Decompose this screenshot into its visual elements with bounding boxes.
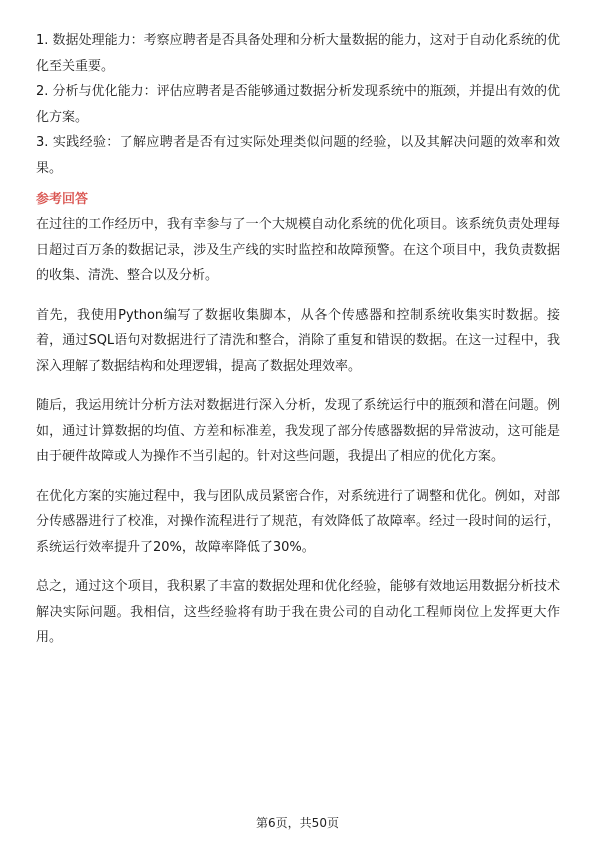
answer-paragraph-collection: 首先，我使用Python编写了数据收集脚本，从各个传感器和控制系统收集实时数据。接着，通过SQL语句对数据进行了清洗和整合，消除了重复和错误的数据。在这一过程中，我深入理解了数据结构和处理逻辑，提高了数据处理效率。 — [36, 307, 560, 374]
criterion-data-processing: 1. 数据处理能力：考察应聘者是否具备处理和分析大量数据的能力，这对于自动化系统的优化至关重要。 — [36, 33, 560, 74]
answer-paragraph-intro: 在过往的工作经历中，我有幸参与了一个大规模自动化系统的优化项目。该系统负责处理每日超过百万条的数据记录，涉及生产线的实时监控和故障预警。在这个项目中，我负责数据的收集、清洗、整合以及分析。 — [36, 217, 560, 283]
criterion-analysis-optimization: 2. 分析与优化能力：评估应聘者是否能够通过数据分析发现系统中的瓶颈，并提出有效的优化方案。 — [36, 84, 560, 125]
criterion-practical-experience: 3. 实践经验：了解应聘者是否有过实际处理类似问题的经验，以及其解决问题的效率和效果。 — [36, 135, 560, 176]
document-page — [36, 28, 560, 651]
page-number-footer: 第6页，共50页 — [256, 816, 339, 830]
answer-paragraph-implementation: 在优化方案的实施过程中，我与团队成员紧密合作，对系统进行了调整和优化。例如，对部分传感器进行了校准，对操作流程进行了规范，有效降低了故障率。经过一段时间的运行，系统运行效率提升了20%，故障率降低了30%。 — [36, 488, 560, 555]
answer-paragraph-summary: 总之，通过这个项目，我积累了丰富的数据处理和优化经验，能够有效地运用数据分析技术解决实际问题。我相信，这些经验将有助于我在贵公司的自动化工程师岗位上发挥更大作用。 — [36, 579, 560, 645]
answer-heading: 参考回答 — [36, 192, 89, 207]
answer-paragraph-analysis: 随后，我运用统计分析方法对数据进行深入分析，发现了系统运行中的瓶颈和潜在问题。例如，通过计算数据的均值、方差和标准差，我发现了部分传感器数据的异常波动，这可能是由于硬件故障或人为操作不当引起的。针对这些问题，我提出了相应的优化方案。 — [36, 398, 560, 464]
